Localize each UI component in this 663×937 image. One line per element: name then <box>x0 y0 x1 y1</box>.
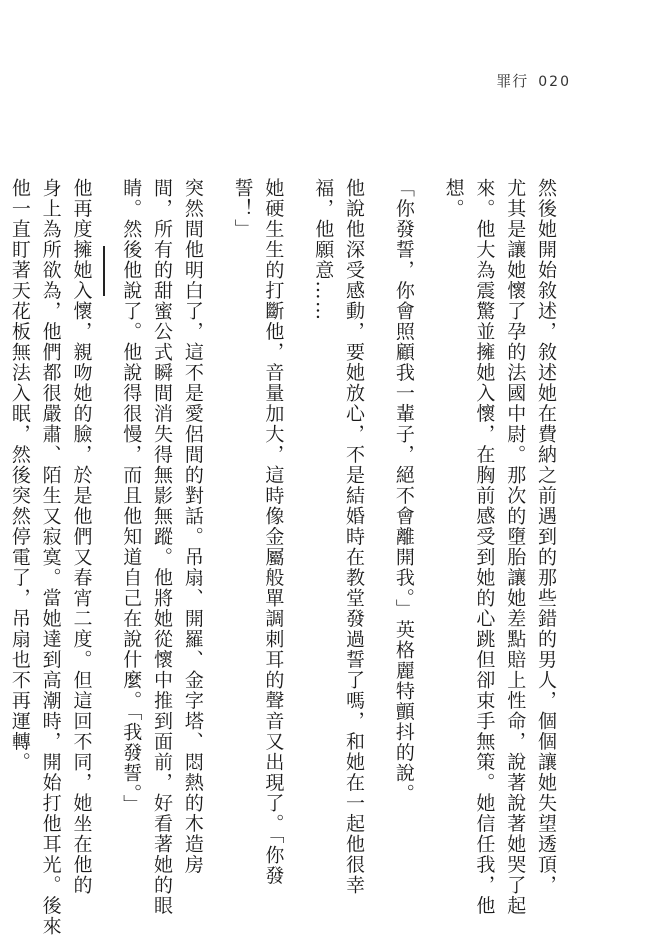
page-number: 020 <box>538 74 571 90</box>
running-header <box>496 70 571 91</box>
text-column-15: 他一直盯著天花板無法入眠，然後突然停電了，吊扇也不再運轉。 <box>8 178 31 773</box>
text-column-1: 然後她開始敘述，敘述她在費納之前遇到的那些錯的男人，個個讓她失望透頂， <box>535 178 557 896</box>
text-column-7: 福，他願意…… <box>312 178 335 322</box>
text-column-8: 她硬生生的打斷他，音量加大，這時像金屬般單調刺耳的聲音又出現了。「你發 <box>262 178 285 886</box>
text-column-13: 他再度擁她入懷，親吻她的臉，於是他們又春宵二度。但這回不同，她坐在他的 <box>70 178 93 896</box>
text-column-5: 「你發誓，你會照顧我一輩子，絕不會離開我。」英格麗特顫抖的說。 <box>392 178 415 804</box>
body-text <box>8 178 580 937</box>
text-column-9: 誓！」 <box>231 178 254 240</box>
text-column-3: 來。他大為震驚並擁她入懷，在胸前感受到她的心跳但卻束手無策。她信任我，他 <box>473 178 496 916</box>
book-title: 罪行 <box>496 72 529 90</box>
text-column-2: 尤其是讓她懷了孕的法國中尉。那次的墮胎讓她差點賠上性命，說著說著她哭了起 <box>504 178 527 916</box>
text-column-12: 睛。然後他說了。他說得很慢，而且他知道自己在說什麼。「我發誓。」 <box>120 178 143 815</box>
text-column-14: 身上為所欲為，他們都很嚴肅、陌生又寂寞。當她達到高潮時，開始打他耳光。後來 <box>39 178 62 937</box>
text-column-6: 他說他深受感動，要她放心，不是結婚時在教堂發過誓了嗎，和她在一起他很幸 <box>343 178 366 896</box>
text-column-4: 想。 <box>442 178 465 219</box>
text-column-11: 間，所有的甜蜜公式瞬間消失得無影無蹤。他將她從懷中推到面前，好看著她的眼 <box>151 178 174 916</box>
text-column-10: 突然間他明白了，這不是愛侶間的對話。吊扇、開羅、金字塔、悶熱的木造房 <box>181 178 204 875</box>
section-break-rule <box>103 246 105 296</box>
